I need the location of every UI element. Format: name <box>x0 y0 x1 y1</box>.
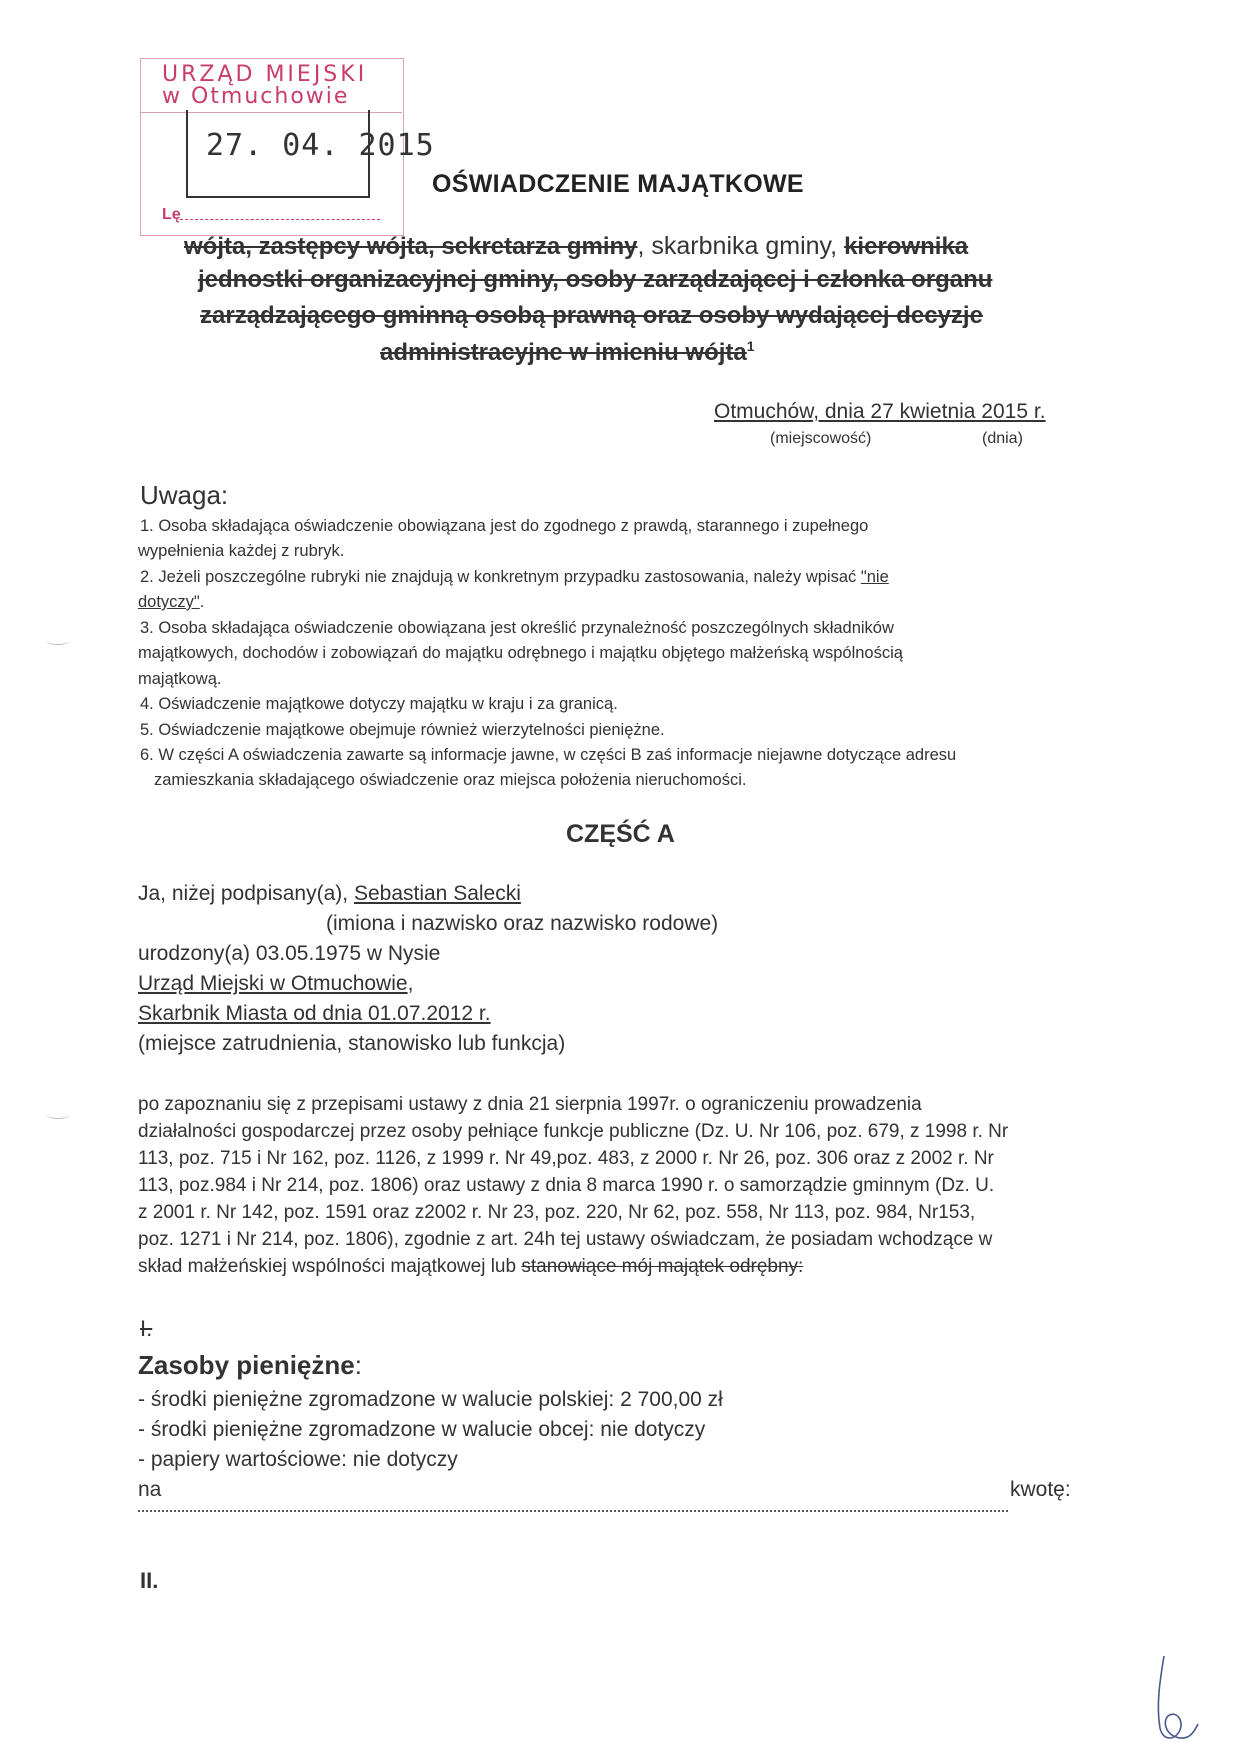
signatory-name: Sebastian Salecki <box>353 882 521 905</box>
legal-para-line-4: 113, poz.984 i Nr 214, poz. 1806) oraz ustawy z dnia 8 marca 1990 r. o samorządzie gminnym (Dz. U. <box>138 1175 995 1196</box>
stamp-date: 27. 04. 2015 <box>206 128 435 163</box>
signatory-prefix: Ja, niżej podpisany(a), <box>138 882 354 905</box>
handwritten-initial-signature <box>1150 1650 1210 1745</box>
subtitle-line-1 <box>184 232 968 261</box>
employer: Urząd Miejski w Otmuchowie <box>138 972 408 995</box>
note-2-end: . <box>199 593 205 611</box>
date-label: (dnia) <box>982 430 1023 447</box>
stamp-initials: Lę <box>162 206 181 223</box>
stamp-signature-line <box>180 219 380 220</box>
legal-para-line-7 <box>138 1256 803 1278</box>
note-2-nie: "nie <box>860 568 889 586</box>
section-1-heading: Zasoby pieniężne <box>138 1350 355 1380</box>
employer-comma: , <box>407 972 414 995</box>
employer-line <box>138 972 413 996</box>
subtitle-struck-positions: wójta, zastępcy wójta, sekretarza gminy <box>184 233 638 260</box>
subtitle-struck-administracyjne: administracyjne w imieniu wójta <box>380 339 747 366</box>
stamp-office-town: w Otmuchowie <box>162 84 350 109</box>
dotted-fill-line <box>138 1510 1008 1512</box>
position-label: (miejsce zatrudnienia, stanowisko lub funkcja) <box>138 1032 566 1055</box>
signatory-name-label: (imiona i nazwisko oraz nazwisko rodowe) <box>326 912 719 935</box>
section-1-numeral: I. <box>140 1316 153 1341</box>
note-2-text: 2. Jeżeli poszczególne rubryki nie znajdują w konkretnym przypadku zastosowania, należy wpisać <box>140 568 861 586</box>
subtitle-line-2: jednostki organizacyjnej gminy, osoby zarządzającej i członka organu <box>198 266 993 293</box>
punch-hole-mark <box>46 636 70 645</box>
subtitle-struck-kierownika: kierownika <box>844 233 969 260</box>
subtitle-line-3: zarządzającego gminną osobą prawną oraz osoby wydającej decyzje <box>200 302 983 329</box>
asset-item-foreign: - środki pieniężne zgromadzone w walucie obcej: nie dotyczy <box>138 1418 706 1441</box>
legal-para-struck: stanowiące mój majątek odrębny: <box>521 1256 804 1277</box>
note-line-1: 1. Osoba składająca oświadczenie obowiązana jest do zgodnego z prawdą, starannego i zupełnego <box>140 517 869 535</box>
part-a-heading: CZĘŚĆ A <box>566 820 675 848</box>
punch-hole-mark <box>46 1110 70 1119</box>
section-2-number: II. <box>140 1568 159 1593</box>
note-line-6: majątkowych, dochodów i zobowiązań do majątku odrębnego i majątku objętego małżeńską wspólnością <box>138 644 903 662</box>
note-line-5: 3. Osoba składająca oświadczenie obowiązana jest określić przynależność poszczególnych składników <box>140 619 894 637</box>
place-date-value: Otmuchów, dnia 27 kwietnia 2015 r. <box>714 400 1046 423</box>
legal-para-plain: skład małżeńskiej wspólności majątkowej lub <box>138 1256 522 1277</box>
asset-item-pln: - środki pieniężne zgromadzone w walucie polskiej: 2 700,00 zł <box>138 1388 723 1411</box>
section-1-number <box>140 1316 152 1342</box>
birth-info: urodzony(a) 03.05.1975 w Nysie <box>138 942 441 965</box>
note-line-8: 4. Oświadczenie majątkowe dotyczy majątku w kraju i za granicą. <box>140 695 618 713</box>
footnote-marker: 1 <box>746 338 755 354</box>
place-label: (miejscowość) <box>770 430 872 447</box>
subtitle-selected-position: , skarbnika gminy, <box>637 232 845 260</box>
note-2-dotyczy: dotyczy" <box>138 593 200 611</box>
legal-para-line-6: poz. 1271 i Nr 214, poz. 1806), zgodnie z art. 24h tej ustawy oświadczam, że posiadam wchodzące w <box>138 1229 993 1250</box>
subtitle-line-4 <box>380 338 755 367</box>
stamp-office-name: URZĄD MIEJSKI <box>162 62 368 87</box>
asset-item-securities: - papiery wartościowe: nie dotyczy <box>138 1448 458 1471</box>
note-line-3 <box>140 565 889 591</box>
legal-para-line-1: po zapoznaniu się z przepisami ustawy z dnia 21 sierpnia 1997r. o ograniczeniu prowadzenia <box>138 1094 922 1115</box>
note-line-4 <box>138 590 204 616</box>
notes-heading: Uwaga: <box>140 480 229 510</box>
note-line-10: 6. W części A oświadczenia zawarte są informacje jawne, w części B zaś informacje niejawne dotyczące adresu <box>140 746 957 764</box>
legal-para-line-3: 113, poz. 715 i Nr 162, poz. 1126, z 1999 r. Nr 49,poz. 483, z 2000 r. Nr 26, poz. 306 oraz z 2002 r. Nr <box>138 1148 994 1169</box>
note-line-7: majątkową. <box>138 670 222 688</box>
legal-para-line-2: działalności gospodarczej przez osoby pełniące funkcje publiczne (Dz. U. Nr 106, poz. 679, z 1998 r. Nr <box>138 1121 1009 1142</box>
note-line-2: wypełnienia każdej z rubryk. <box>138 542 345 560</box>
position: Skarbnik Miasta od dnia 01.07.2012 r. <box>138 1002 491 1025</box>
note-line-11: zamieszkania składającego oświadczenie oraz miejsca położenia nieruchomości. <box>154 771 747 789</box>
document-title: OŚWIADCZENIE MAJĄTKOWE <box>432 170 804 198</box>
section-1-colon: : <box>354 1350 362 1380</box>
legal-para-line-5: z 2001 r. Nr 142, poz. 1591 oraz z2002 r. Nr 23, poz. 220, Nr 62, poz. 558, Nr 113, poz. 984, Nr153, <box>138 1202 976 1223</box>
signatory-line <box>138 882 521 906</box>
securities-kwote: kwotę: <box>1010 1478 1071 1501</box>
note-line-9: 5. Oświadczenie majątkowe obejmuje również wierzytelności pieniężne. <box>140 721 665 739</box>
securities-na: na <box>138 1478 162 1501</box>
section-1-heading-line <box>138 1350 362 1381</box>
